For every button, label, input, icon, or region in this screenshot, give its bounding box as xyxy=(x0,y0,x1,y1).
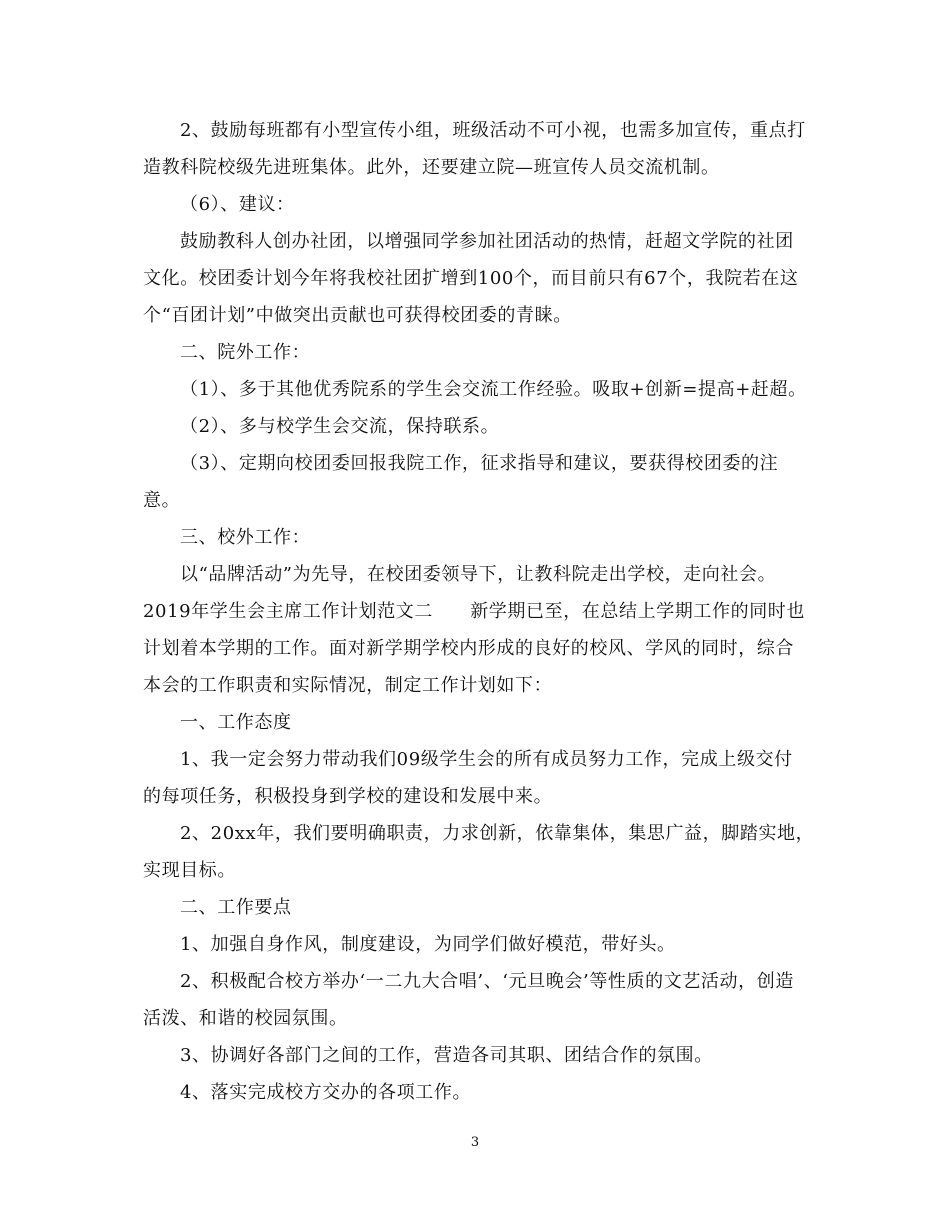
text-line: 2、20xx年，我们要明确职责，力求创新，依靠集体，集思广益，脚踏实地， xyxy=(180,823,815,844)
text-line: （3）、定期向校团委回报我院工作，征求指导和建议，要获得校团委的注 xyxy=(180,453,779,474)
text-line: 造教科院校级先进班集体。此外，还要建立院—班宣传人员交流机制。 xyxy=(143,157,720,178)
text-line: （1）、多于其他优秀院系的学生会交流工作经验。吸取+创新=提高+赶超。 xyxy=(180,379,807,400)
text-line: 一、工作态度 xyxy=(180,712,292,733)
text-line: 3、协调好各部门之间的工作，营造各司其职、团结合作的氛围。 xyxy=(180,1045,713,1066)
text-line: 1、加强自身作风，制度建设，为同学们做好模范，带好头。 xyxy=(180,934,676,955)
text-line: （2）、多与校学生会交流，保持联系。 xyxy=(180,416,500,437)
text-line: 计划着本学期的工作。面对新学期学校内形成的良好的校风、学风的同时，综合 xyxy=(143,638,794,659)
text-line: 2、积极配合校方举办‘一二九大合唱’、‘元旦晚会’等性质的文艺活动，创造 xyxy=(180,971,794,992)
text-line: 2、鼓励每班都有小型宣传小组，班级活动不可小视，也需多加宣传，重点打 xyxy=(180,120,806,141)
page-number: 3 xyxy=(470,1135,480,1150)
text-line: 以“品牌活动”为先导，在校团委领导下，让教科院走出学校，走向社会。 xyxy=(180,564,777,585)
text-line: 二、工作要点 xyxy=(180,897,292,918)
text-line: 4、落实完成校方交办的各项工作。 xyxy=(180,1082,472,1103)
text-line: 的每项任务，积极投身到学校的建设和发展中来。 xyxy=(143,786,553,807)
text-line: 1、我一定会努力带动我们09级学生会的所有成员努力工作，完成上级交付 xyxy=(180,749,793,770)
text-line: 文化。校团委计划今年将我校社团扩增到100个，而目前只有67个，我院若在这 xyxy=(143,268,799,289)
text-line: 三、校外工作： xyxy=(180,527,311,548)
text-line: 本会的工作职责和实际情况，制定工作计划如下： xyxy=(143,675,553,696)
text-line: 个“百团计划”中做突出贡献也可获得校团委的青睐。 xyxy=(143,305,572,326)
text-line: 二、院外工作： xyxy=(180,342,311,363)
text-line: 鼓励教科人创办社团，以增强同学参加社团活动的热情，赶超文学院的社团 xyxy=(180,231,794,252)
text-line: （6）、建议： xyxy=(180,194,295,215)
text-line: 意。 xyxy=(143,490,181,511)
text-line: 2019年学生会主席工作计划范文二 新学期已至，在总结上学期工作的同时也 xyxy=(143,601,806,622)
text-line: 实现目标。 xyxy=(143,860,236,881)
text-line: 活泼、和谐的校园氛围。 xyxy=(143,1008,348,1029)
